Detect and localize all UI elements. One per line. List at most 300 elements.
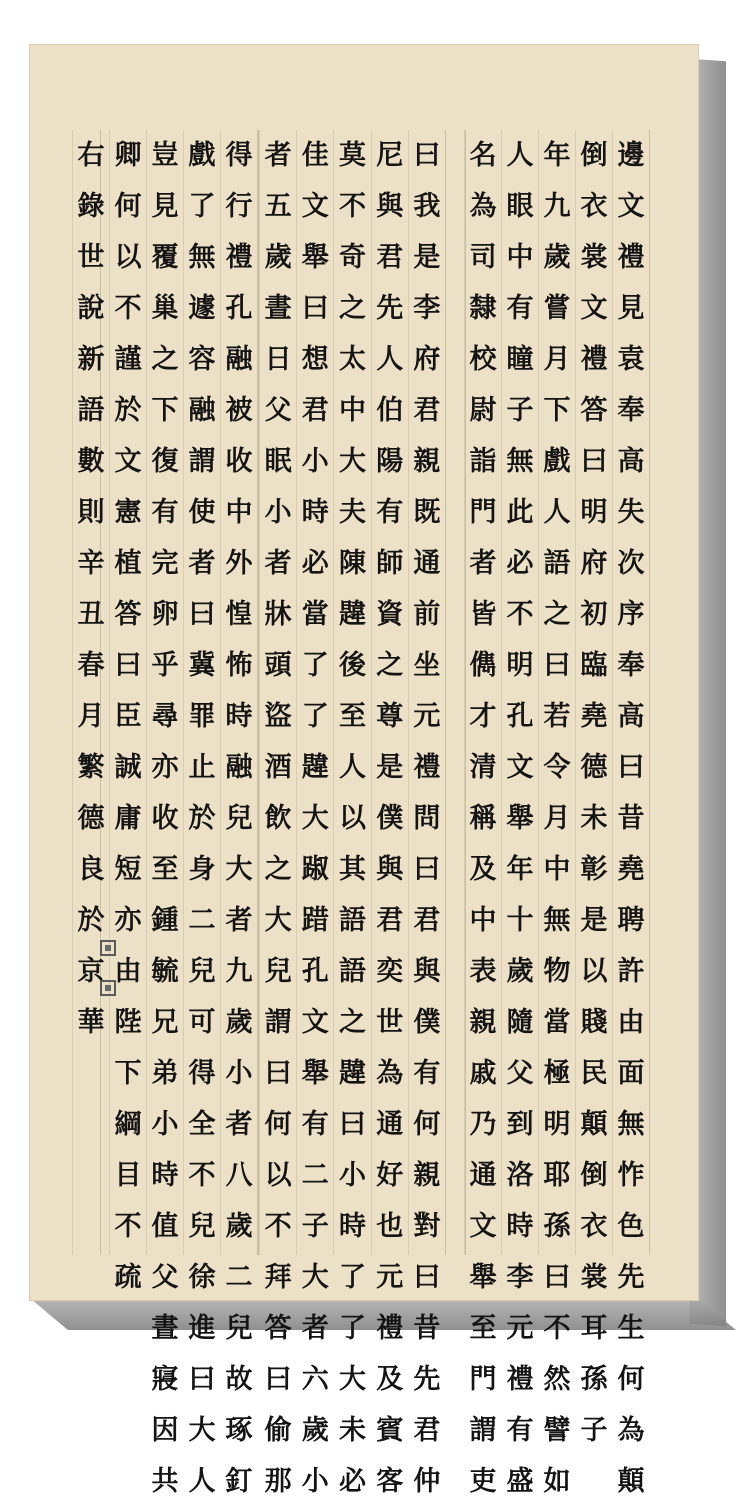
character: 良 xyxy=(77,854,105,885)
character: 色 xyxy=(617,1211,645,1242)
character: 覆 xyxy=(151,242,179,273)
character: 世 xyxy=(376,1007,404,1038)
character: 生 xyxy=(617,1313,645,1344)
character: 兒 xyxy=(188,1211,216,1242)
character: 初 xyxy=(580,599,608,630)
character: 臣 xyxy=(114,701,142,732)
character: 牀 xyxy=(264,599,292,630)
character: 曰 xyxy=(543,650,571,681)
character: 晝 xyxy=(264,293,292,324)
character: 惶 xyxy=(225,599,253,630)
character: 民 xyxy=(580,1058,608,1089)
character: 府 xyxy=(413,344,441,375)
character: 有 xyxy=(151,497,179,528)
character: 無 xyxy=(617,1109,645,1140)
character: 得 xyxy=(225,140,253,171)
character: 兒 xyxy=(264,956,292,987)
character: 父 xyxy=(506,1058,534,1089)
character: 下 xyxy=(151,395,179,426)
character: 六 xyxy=(301,1364,329,1395)
character: 韙 xyxy=(338,599,366,630)
character: 以 xyxy=(580,956,608,987)
character: 裳 xyxy=(580,242,608,273)
character: 先 xyxy=(376,293,404,324)
character: 右 xyxy=(77,140,105,171)
character: 月 xyxy=(543,344,571,375)
character: 瞳 xyxy=(506,344,534,375)
character: 嘗 xyxy=(543,293,571,324)
text-column xyxy=(612,130,649,1497)
character: 未 xyxy=(338,1415,366,1446)
character: 以 xyxy=(264,1160,292,1191)
character: 曰 xyxy=(264,1058,292,1089)
character: 禮 xyxy=(506,1364,534,1395)
character: 其 xyxy=(338,854,366,885)
artist-seal-icon-2 xyxy=(100,980,116,996)
character: 校 xyxy=(469,344,497,375)
character: 之 xyxy=(264,854,292,885)
character: 歲 xyxy=(225,1007,253,1038)
character: 隨 xyxy=(506,1007,534,1038)
character: 踖 xyxy=(301,905,329,936)
character: 謹 xyxy=(114,344,142,375)
character: 孔 xyxy=(225,293,253,324)
character: 明 xyxy=(580,497,608,528)
character: 之 xyxy=(151,344,179,375)
character: 尋 xyxy=(151,701,179,732)
character: 丑 xyxy=(77,599,105,630)
character: 清 xyxy=(469,752,497,783)
character: 於 xyxy=(77,905,105,936)
character: 李 xyxy=(506,1262,534,1293)
character: 兒 xyxy=(188,956,216,987)
character: 謂 xyxy=(264,1007,292,1038)
character: 舉 xyxy=(301,1058,329,1089)
character: 昔 xyxy=(413,1313,441,1344)
character: 下 xyxy=(114,1058,142,1089)
character: 無 xyxy=(543,905,571,936)
character: 不 xyxy=(114,293,142,324)
character: 我 xyxy=(413,191,441,222)
character: 遽 xyxy=(188,293,216,324)
character: 行 xyxy=(225,191,253,222)
character: 曰 xyxy=(543,1262,571,1293)
character: 盜 xyxy=(264,701,292,732)
character: 植 xyxy=(114,548,142,579)
character: 兒 xyxy=(225,1313,253,1344)
character: 春 xyxy=(77,650,105,681)
character: 元 xyxy=(376,1262,404,1293)
character: 子 xyxy=(580,1415,608,1446)
character: 由 xyxy=(617,1007,645,1038)
character: 洛 xyxy=(506,1160,534,1191)
character: 與 xyxy=(376,854,404,885)
character: 華 xyxy=(77,1007,105,1038)
character: 衣 xyxy=(580,1211,608,1242)
character: 有 xyxy=(413,1058,441,1089)
character: 小 xyxy=(151,1109,179,1140)
character: 有 xyxy=(506,1415,534,1446)
character: 錄 xyxy=(77,191,105,222)
text-column xyxy=(575,130,612,1446)
character: 既 xyxy=(413,497,441,528)
character: 中 xyxy=(469,905,497,936)
character: 卿 xyxy=(114,140,142,171)
character: 小 xyxy=(301,446,329,477)
character: 戲 xyxy=(188,140,216,171)
character: 盛 xyxy=(506,1466,534,1497)
character: 文 xyxy=(506,752,534,783)
character: 以 xyxy=(114,242,142,273)
character: 曰 xyxy=(413,854,441,885)
character: 疏 xyxy=(114,1262,142,1293)
character: 明 xyxy=(543,1109,571,1140)
character: 昔 xyxy=(617,803,645,834)
character: 李 xyxy=(413,293,441,324)
character: 極 xyxy=(543,1058,571,1089)
character: 二 xyxy=(188,905,216,936)
character: 釘 xyxy=(225,1466,253,1497)
character: 是 xyxy=(376,752,404,783)
character: 德 xyxy=(77,803,105,834)
character: 何 xyxy=(114,191,142,222)
character: 禮 xyxy=(225,242,253,273)
character: 誠 xyxy=(114,752,142,783)
character: 憲 xyxy=(114,497,142,528)
character: 臨 xyxy=(580,650,608,681)
character: 府 xyxy=(580,548,608,579)
character: 袁 xyxy=(617,344,645,375)
character: 歲 xyxy=(543,242,571,273)
text-column xyxy=(408,130,445,1497)
character: 謂 xyxy=(469,1415,497,1446)
character: 繁 xyxy=(77,752,105,783)
character: 時 xyxy=(225,701,253,732)
character: 文 xyxy=(301,191,329,222)
character: 倒 xyxy=(580,140,608,171)
character: 者 xyxy=(469,548,497,579)
character: 大 xyxy=(188,1415,216,1446)
character: 曰 xyxy=(188,1364,216,1395)
character: 乃 xyxy=(469,1109,497,1140)
character: 復 xyxy=(151,446,179,477)
text-column xyxy=(501,130,538,1497)
character: 使 xyxy=(188,497,216,528)
character: 語 xyxy=(338,956,366,987)
character: 弟 xyxy=(151,1058,179,1089)
character: 何 xyxy=(617,1364,645,1395)
character: 譬 xyxy=(543,1415,571,1446)
character: 大 xyxy=(301,1262,329,1293)
character: 及 xyxy=(376,1364,404,1395)
character: 曰 xyxy=(617,752,645,783)
character: 堯 xyxy=(617,854,645,885)
character: 不 xyxy=(506,599,534,630)
character: 為 xyxy=(376,1058,404,1089)
artist-seal-icon xyxy=(100,940,116,956)
character: 年 xyxy=(506,854,534,885)
character: 語 xyxy=(77,395,105,426)
character: 可 xyxy=(188,1007,216,1038)
character: 文 xyxy=(301,1007,329,1038)
character: 稱 xyxy=(469,803,497,834)
character: 君 xyxy=(376,905,404,936)
character: 佳 xyxy=(301,140,329,171)
character: 親 xyxy=(469,1007,497,1038)
character: 無 xyxy=(506,446,534,477)
character: 了 xyxy=(338,1313,366,1344)
character: 冀 xyxy=(188,650,216,681)
character: 外 xyxy=(225,548,253,579)
character: 乎 xyxy=(151,650,179,681)
character: 時 xyxy=(301,497,329,528)
character: 頭 xyxy=(264,650,292,681)
character: 曰 xyxy=(580,446,608,477)
character: 中 xyxy=(543,854,571,885)
character: 晝 xyxy=(151,1313,179,1344)
character: 僕 xyxy=(413,1007,441,1038)
character: 德 xyxy=(580,752,608,783)
character: 物 xyxy=(543,956,571,987)
character: 子 xyxy=(506,395,534,426)
character: 大 xyxy=(301,803,329,834)
character: 禮 xyxy=(617,242,645,273)
character: 裳 xyxy=(580,1262,608,1293)
text-column xyxy=(220,130,257,1497)
character: 想 xyxy=(301,344,329,375)
character: 吏 xyxy=(469,1466,497,1497)
character: 戚 xyxy=(469,1058,497,1089)
character: 謂 xyxy=(188,446,216,477)
character: 曰 xyxy=(188,599,216,630)
character: 無 xyxy=(188,242,216,273)
character: 值 xyxy=(151,1211,179,1242)
character: 八 xyxy=(225,1160,253,1191)
character: 兄 xyxy=(151,1007,179,1038)
character: 必 xyxy=(301,548,329,579)
character: 舉 xyxy=(469,1262,497,1293)
character: 是 xyxy=(413,242,441,273)
character: 於 xyxy=(114,395,142,426)
text-column xyxy=(183,130,220,1497)
character: 必 xyxy=(338,1466,366,1497)
character: 君 xyxy=(413,395,441,426)
character: 仲 xyxy=(413,1466,441,1497)
character: 小 xyxy=(338,1160,366,1191)
character: 人 xyxy=(543,497,571,528)
character: 中 xyxy=(225,497,253,528)
character: 進 xyxy=(188,1313,216,1344)
character: 奉 xyxy=(617,650,645,681)
character: 庸 xyxy=(114,803,142,834)
character: 如 xyxy=(543,1466,571,1497)
character: 曰 xyxy=(264,1364,292,1395)
text-column xyxy=(109,130,146,1293)
character: 者 xyxy=(301,1313,329,1344)
character: 文 xyxy=(469,1211,497,1242)
character: 明 xyxy=(506,650,534,681)
character: 孔 xyxy=(301,956,329,987)
character: 客 xyxy=(376,1466,404,1497)
character: 司 xyxy=(469,242,497,273)
character: 怖 xyxy=(225,650,253,681)
character: 被 xyxy=(225,395,253,426)
character: 倒 xyxy=(580,1160,608,1191)
character: 不 xyxy=(338,191,366,222)
character: 親 xyxy=(413,446,441,477)
character: 收 xyxy=(225,446,253,477)
character: 孫 xyxy=(543,1211,571,1242)
character: 禮 xyxy=(413,752,441,783)
character: 融 xyxy=(188,395,216,426)
character: 得 xyxy=(188,1058,216,1089)
character: 亦 xyxy=(114,905,142,936)
character: 何 xyxy=(413,1109,441,1140)
character: 大 xyxy=(225,854,253,885)
character: 僕 xyxy=(376,803,404,834)
character: 至 xyxy=(338,701,366,732)
character: 京 xyxy=(77,956,105,987)
character: 必 xyxy=(506,548,534,579)
character: 月 xyxy=(543,803,571,834)
character: 綱 xyxy=(114,1109,142,1140)
character: 至 xyxy=(151,854,179,885)
character: 者 xyxy=(225,905,253,936)
character: 與 xyxy=(413,956,441,987)
character: 耳 xyxy=(580,1313,608,1344)
character: 莫 xyxy=(338,140,366,171)
character: 當 xyxy=(301,599,329,630)
character: 通 xyxy=(469,1160,497,1191)
character: 新 xyxy=(77,344,105,375)
character: 皆 xyxy=(469,599,497,630)
character: 目 xyxy=(114,1160,142,1191)
character: 舉 xyxy=(301,242,329,273)
character: 曰 xyxy=(338,1109,366,1140)
character: 數 xyxy=(77,446,105,477)
character: 若 xyxy=(543,701,571,732)
character: 酒 xyxy=(264,752,292,783)
panel-middle xyxy=(258,130,446,1497)
character: 孔 xyxy=(506,701,534,732)
character: 陳 xyxy=(338,548,366,579)
text-column xyxy=(333,130,370,1497)
character: 彰 xyxy=(580,854,608,885)
calligraphy-canvas xyxy=(30,45,698,1497)
character: 人 xyxy=(188,1466,216,1497)
character: 顛 xyxy=(617,1466,645,1497)
character: 答 xyxy=(114,599,142,630)
character: 奕 xyxy=(376,956,404,987)
character: 者 xyxy=(264,140,292,171)
character: 容 xyxy=(188,344,216,375)
character: 鍾 xyxy=(151,905,179,936)
character: 到 xyxy=(506,1109,534,1140)
character: 後 xyxy=(338,650,366,681)
character: 中 xyxy=(338,395,366,426)
character: 年 xyxy=(543,140,571,171)
character: 月 xyxy=(77,701,105,732)
character: 元 xyxy=(413,701,441,732)
character: 不 xyxy=(264,1211,292,1242)
text-column xyxy=(296,130,333,1497)
character: 眠 xyxy=(264,446,292,477)
character: 好 xyxy=(376,1160,404,1191)
text-column xyxy=(538,130,575,1497)
character: 歲 xyxy=(506,956,534,987)
character: 及 xyxy=(469,854,497,885)
character: 對 xyxy=(413,1211,441,1242)
character: 卵 xyxy=(151,599,179,630)
character: 小 xyxy=(264,497,292,528)
character: 有 xyxy=(301,1109,329,1140)
character: 為 xyxy=(469,191,497,222)
character: 九 xyxy=(225,956,253,987)
character: 有 xyxy=(506,293,534,324)
character: 寢 xyxy=(151,1364,179,1395)
character: 表 xyxy=(469,956,497,987)
character: 說 xyxy=(77,293,105,324)
character: 尼 xyxy=(376,140,404,171)
character: 太 xyxy=(338,344,366,375)
character: 許 xyxy=(617,956,645,987)
character: 父 xyxy=(151,1262,179,1293)
character: 之 xyxy=(338,1007,366,1038)
character: 耶 xyxy=(543,1160,571,1191)
character: 時 xyxy=(338,1211,366,1242)
character: 何 xyxy=(264,1109,292,1140)
character: 也 xyxy=(376,1211,404,1242)
character: 隸 xyxy=(469,293,497,324)
character: 君 xyxy=(301,395,329,426)
character: 此 xyxy=(506,497,534,528)
character: 歲 xyxy=(225,1211,253,1242)
character: 答 xyxy=(264,1313,292,1344)
character: 辛 xyxy=(77,548,105,579)
character: 令 xyxy=(543,752,571,783)
character: 曰 xyxy=(114,650,142,681)
character: 元 xyxy=(506,1313,534,1344)
character: 歲 xyxy=(264,242,292,273)
character: 見 xyxy=(151,191,179,222)
character: 九 xyxy=(543,191,571,222)
character: 與 xyxy=(376,191,404,222)
character: 韙 xyxy=(301,752,329,783)
character: 面 xyxy=(617,1058,645,1089)
character: 賓 xyxy=(376,1415,404,1446)
character: 大 xyxy=(264,905,292,936)
character: 父 xyxy=(264,395,292,426)
character: 師 xyxy=(376,548,404,579)
character: 了 xyxy=(188,191,216,222)
character: 融 xyxy=(225,344,253,375)
character: 才 xyxy=(469,701,497,732)
character: 語 xyxy=(543,548,571,579)
character: 者 xyxy=(264,548,292,579)
character: 毓 xyxy=(151,956,179,987)
character: 奉 xyxy=(617,395,645,426)
character: 人 xyxy=(376,344,404,375)
character: 拜 xyxy=(264,1262,292,1293)
character: 坐 xyxy=(413,650,441,681)
character: 序 xyxy=(617,599,645,630)
character: 有 xyxy=(376,497,404,528)
character: 顛 xyxy=(580,1109,608,1140)
character: 者 xyxy=(188,548,216,579)
character: 人 xyxy=(506,140,534,171)
character: 未 xyxy=(580,803,608,834)
character: 琢 xyxy=(225,1415,253,1446)
